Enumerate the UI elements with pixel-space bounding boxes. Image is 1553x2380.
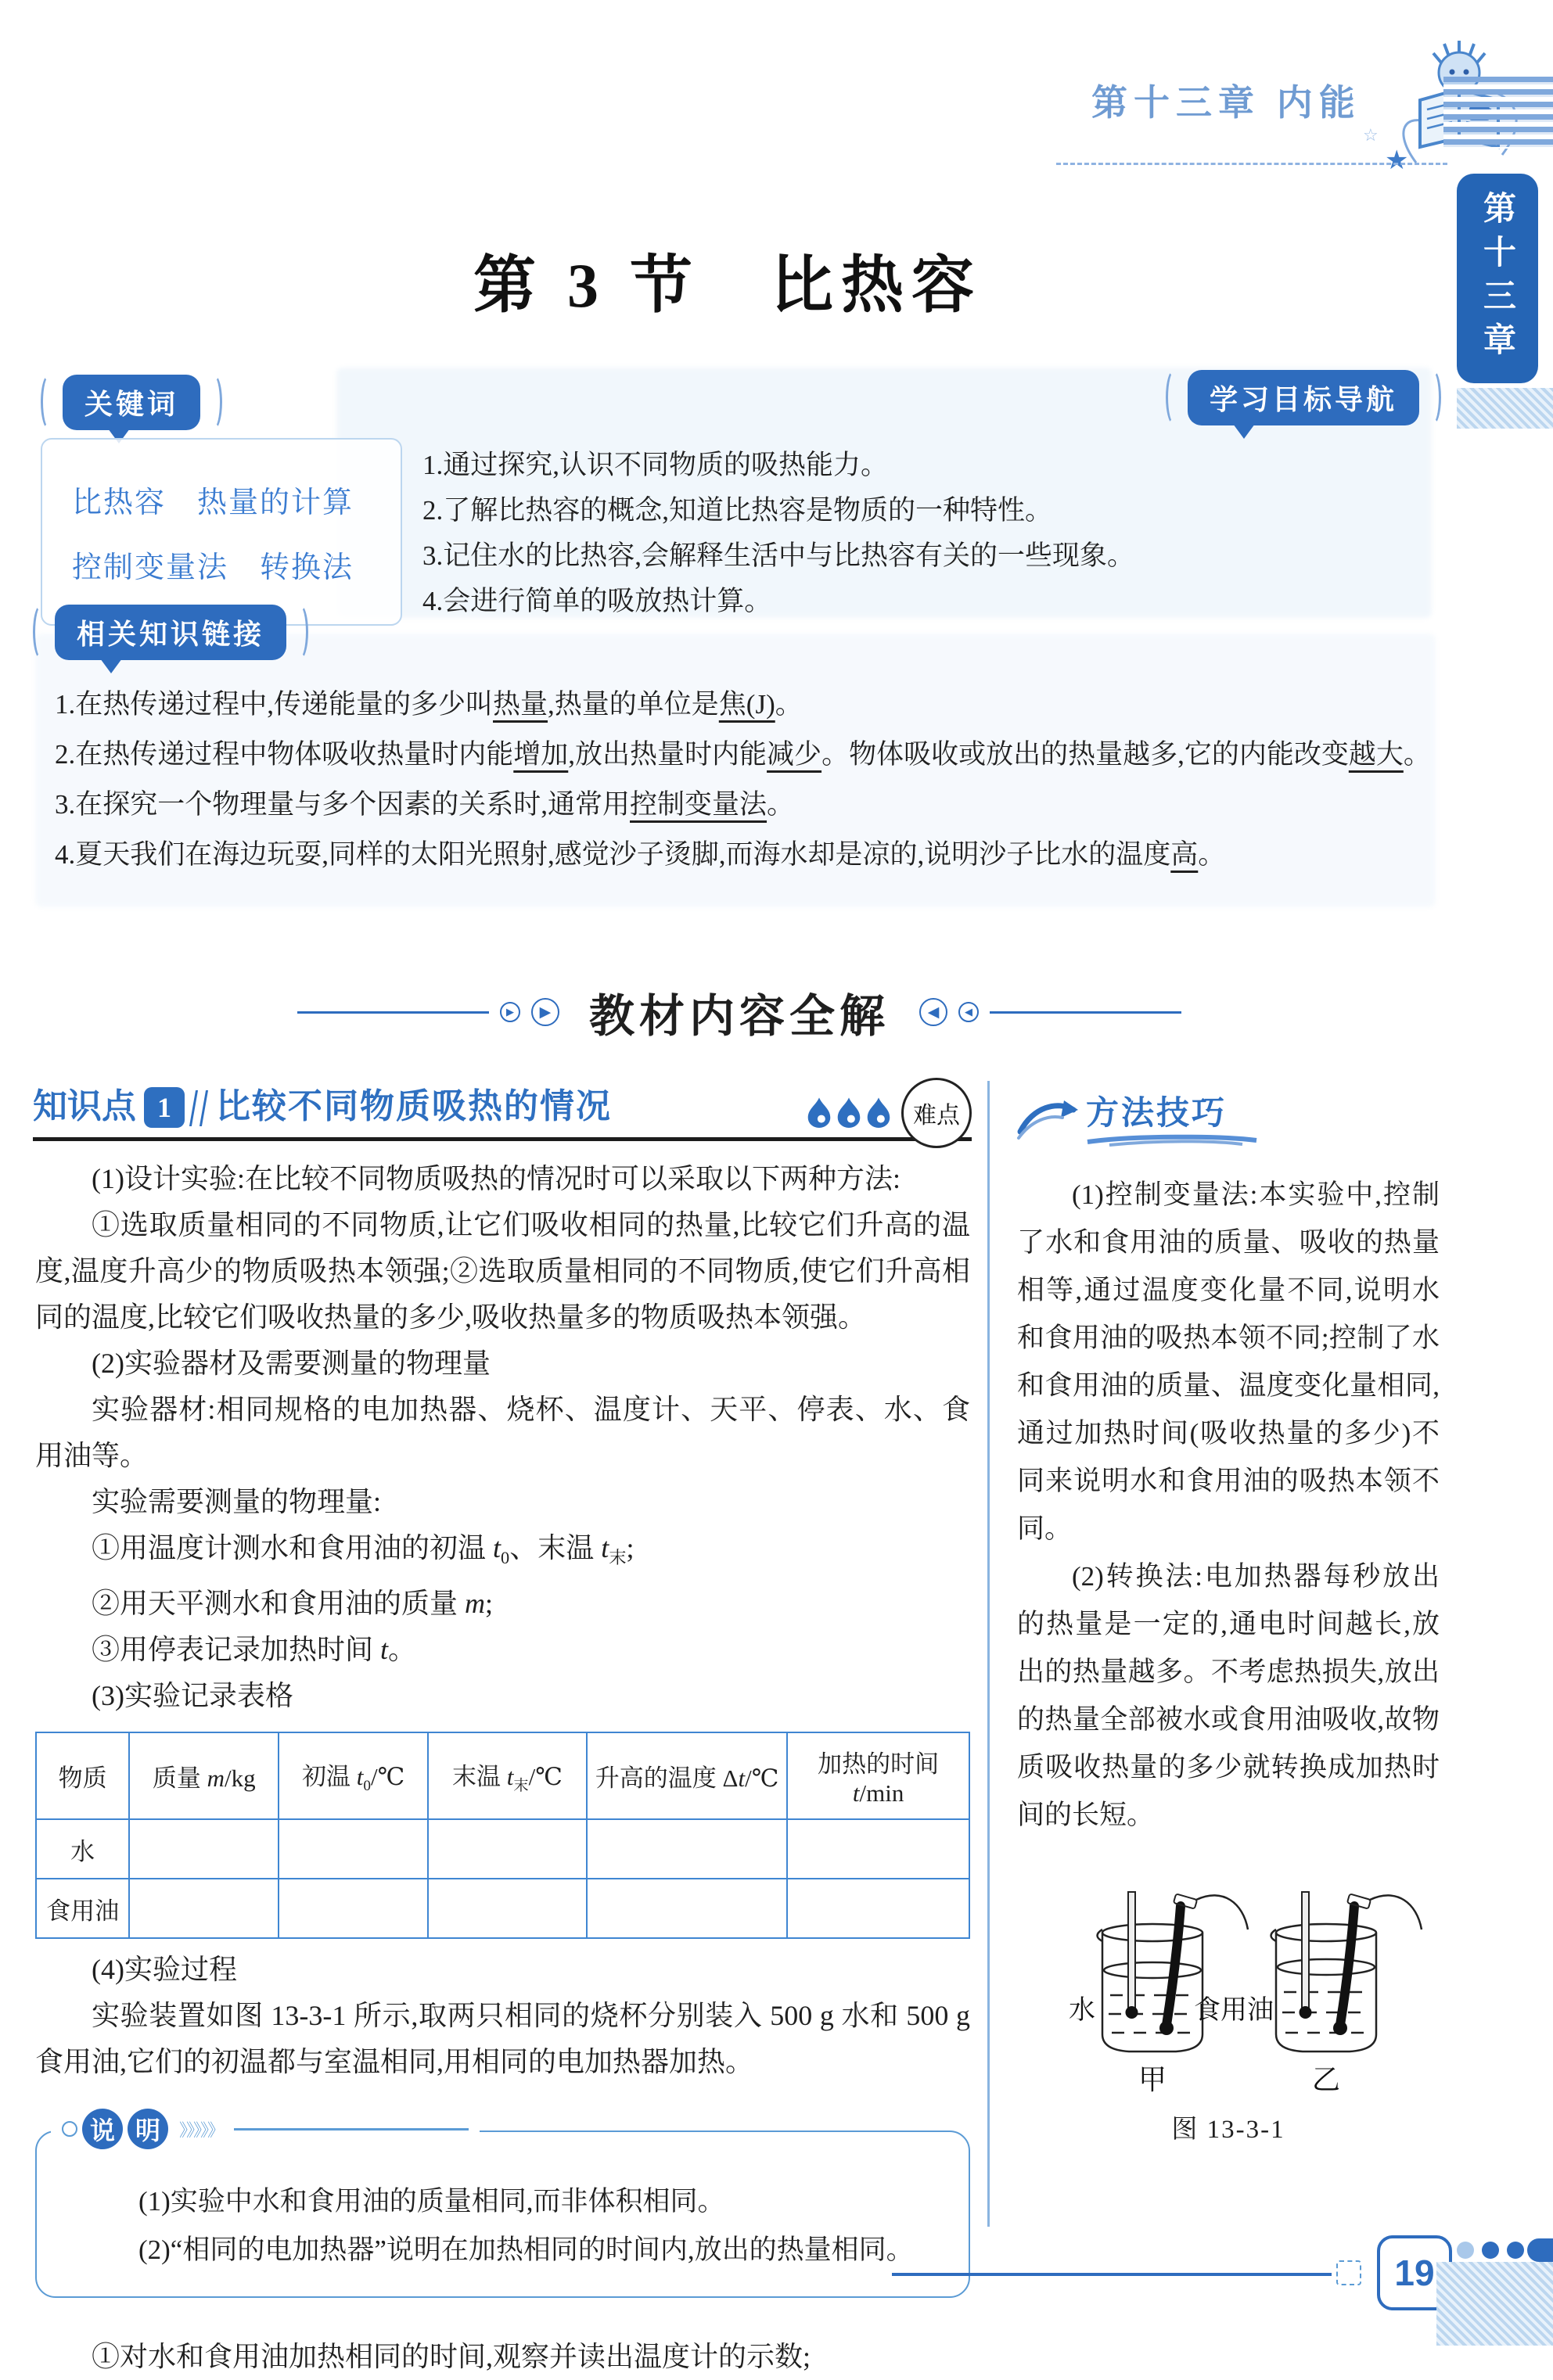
paragraph: 实验器材:相同规格的电加热器、烧杯、温度计、天平、停表、水、食用油等。 <box>35 1394 970 1471</box>
paragraph: 实验需要测量的物理量: <box>92 1486 382 1517</box>
column-header: 物质 <box>36 1732 129 1819</box>
beakers-illustration <box>1017 1886 1440 2105</box>
cell-empty <box>587 1879 787 1938</box>
section-heading-row <box>266 979 1213 1045</box>
keywords-box <box>41 438 402 626</box>
tips-paragraph: (1)控制变量法:本实验中,控制了水和食用油的质量、吸收的热量相等,通过温度变化量不同,说明水和食用油的吸热本领不同;控制了水和食用油的质量、温度变化量相同,通过加热时间(吸收热量的多少)不同来说明水和食用油的吸热本领不同。 <box>1017 1179 1440 1544</box>
arrow-right-icon: ▶ <box>500 1002 520 1022</box>
bracket-left <box>33 604 50 660</box>
paragraph: 实验装置如图 13-3-1 所示,取两只相同的烧杯分别装入 500 g 水和 500 g 食用油,它们的初温都与室温相同,用相同的电加热器加热。 <box>35 2000 970 2078</box>
links-list <box>55 682 1440 882</box>
keyword-line: 比热容 热量的计算 <box>72 486 354 519</box>
paragraph: ①对水和食用油加热相同的时间,观察并读出温度计的示数; <box>92 2341 811 2373</box>
star-icon: ★ <box>1385 146 1409 175</box>
flame-icon <box>807 1097 831 1128</box>
difficulty-flames <box>807 1097 890 1128</box>
side-tab-hatch <box>1457 388 1553 429</box>
bracket-left <box>41 374 58 430</box>
cell-empty <box>787 1819 969 1879</box>
method-tips-icon <box>1017 1097 1078 1141</box>
kp-title: 比较不同物质吸热的情况 <box>216 1087 612 1125</box>
column-divider <box>987 1081 990 2227</box>
paragraph: ①用温度计测水和食用油的初温 $t_0$、末温 $t_末$; <box>92 1532 635 1568</box>
paragraph: ③用停表记录加热时间 t。 <box>92 1634 417 1666</box>
note-label-char: 明 <box>128 2109 168 2149</box>
table-header-row <box>36 1732 969 1819</box>
knowledge-point-header <box>33 1078 972 1141</box>
footer-line <box>892 2273 1332 2276</box>
footer-dot <box>1457 2242 1474 2259</box>
note-label <box>51 2109 480 2149</box>
tips-column <box>1017 1087 1440 2145</box>
paragraph: (1)设计实验:在比较不同物质吸热的情况时可以采取以下两种方法: <box>92 1163 901 1194</box>
page-title: 第 3 节 比热容 <box>473 252 982 321</box>
flame-icon <box>867 1097 890 1128</box>
bracket-right <box>205 374 222 430</box>
paragraph: (2)实验器材及需要测量的物理量 <box>92 1348 491 1379</box>
arrow-left-icon: ◀ <box>958 1002 979 1022</box>
link-item: 1.在热传递过程中,传递能量的多少叫热量,热量的单位是焦(J)。 <box>55 689 803 720</box>
footer-bar <box>1527 2238 1553 2262</box>
figure-caption: 图 13-3-1 <box>1171 2116 1285 2144</box>
arrow-right-icon: ▶ <box>531 998 559 1026</box>
keyword-line: 控制变量法 转换法 <box>72 551 354 584</box>
paragraph: ①选取质量相同的不同物质,让它们吸收相同的热量,比较它们升高的温度,温度升高少的物质吸热本领强;②选取质量相同的不同物质,使它们升高相同的温度,比较它们吸收热量的多少,吸收热量多的物质吸热本领强。 <box>35 1209 970 1333</box>
kp-number-badge: 1 <box>144 1087 185 1128</box>
link-item: 4.夏天我们在海边玩耍,同样的太阳光照射,感觉沙子烫脚,而海水却是凉的,说明沙子比水的温度高。 <box>55 839 1226 870</box>
tips-underline-scribble <box>1086 1134 1258 1147</box>
beaker1-label: 甲 <box>1138 2064 1167 2095</box>
note-header-line <box>234 2128 469 2131</box>
objective-item: 3.记住水的比热容,会解释生活中与比热容有关的一些现象。 <box>422 540 1135 571</box>
cell-substance: 食用油 <box>36 1879 129 1938</box>
header-dashed-line <box>1056 163 1447 165</box>
objective-item: 1.通过探究,认识不同物质的吸热能力。 <box>422 450 889 480</box>
bracket-right <box>1424 369 1441 425</box>
cell-empty <box>787 1879 969 1938</box>
cell-empty <box>279 1879 428 1938</box>
paragraph: ②用天平测水和食用油的质量 m; <box>92 1588 494 1620</box>
side-tab-label: 第十三章 <box>1479 191 1516 366</box>
footer-dot <box>1507 2242 1524 2259</box>
footer-dashed-square <box>1336 2260 1361 2285</box>
table-row <box>36 1819 969 1879</box>
experiment-record-table <box>35 1732 970 1939</box>
heading-line-left <box>297 1011 489 1014</box>
header-stripes <box>1443 77 1553 149</box>
kp-divider-bars <box>189 1090 208 1126</box>
cell-empty <box>587 1819 787 1879</box>
side-chapter-tab <box>1457 174 1538 383</box>
objective-item: 2.了解比热容的概念,知道比热容是物质的一种特性。 <box>422 495 1053 526</box>
column-header: 末温 $t_末/℃$ <box>428 1732 587 1819</box>
objective-item: 4.会进行简单的吸放热计算。 <box>422 586 772 616</box>
objectives-header <box>1166 369 1441 425</box>
heading-line-right <box>990 1011 1181 1014</box>
link-item: 2.在热传递过程中物体吸收热量时内能增加,放出热量时内能减少。物体吸收或放出的热量越多,它的内能改变越大。 <box>55 739 1431 770</box>
objectives-list <box>422 443 1440 624</box>
beaker2-label: 乙 <box>1311 2064 1341 2095</box>
water-label: 水 <box>1069 1996 1095 2025</box>
section-heading: 教材内容全解 <box>588 991 890 1042</box>
cell-empty <box>428 1879 587 1938</box>
note-item: (1)实验中水和食用油的质量相同,而非体积相同。 <box>138 2186 725 2217</box>
kp-label: 知识点 <box>33 1087 136 1125</box>
flame-icon <box>837 1097 861 1128</box>
keywords-header <box>41 374 222 430</box>
note-chevrons: 》》》》》 <box>179 2120 224 2140</box>
paragraph: (3)实验记录表格 <box>92 1680 293 1712</box>
bracket-right <box>291 604 308 660</box>
footer-dot <box>1482 2242 1499 2259</box>
cell-empty <box>279 1819 428 1879</box>
tips-paragraph: (2)转换法:电加热器每秒放出的热量是一定的,通电时间越长,放出的热量越多。不考虑热损失,放出的热量全部被水或食用油吸收,故物质吸收热量的多少就转换成加热时间的长短。 <box>1017 1561 1440 1830</box>
objectives-label: 学习目标导航 <box>1188 370 1419 425</box>
paragraph: (4)实验过程 <box>92 1954 237 1986</box>
links-header <box>33 604 308 660</box>
tips-title: 方法技巧 <box>1086 1094 1228 1131</box>
note-label-char: 说 <box>82 2109 123 2149</box>
footer-hatch <box>1436 2262 1553 2346</box>
table-row <box>36 1879 969 1938</box>
column-header: 质量 m/kg <box>129 1732 279 1819</box>
page-number: 19 <box>1394 2253 1435 2293</box>
chapter-header: 第十三章 内能 <box>1091 82 1361 123</box>
note-box <box>35 2116 970 2298</box>
figure-13-3-1 <box>1017 1886 1440 2145</box>
left-column <box>35 1156 970 2380</box>
cell-substance: 水 <box>36 1819 129 1879</box>
note-dot-icon <box>62 2121 77 2137</box>
cell-empty <box>428 1819 587 1879</box>
column-header: 加热的时间 t/min <box>787 1732 969 1819</box>
bracket-left <box>1166 369 1183 425</box>
keywords-label: 关键词 <box>63 375 200 430</box>
cell-empty <box>129 1879 279 1938</box>
note-item: (2)“相同的电加热器”说明在加热相同的时间内,放出的热量相同。 <box>138 2235 914 2266</box>
oil-label: 食用油 <box>1194 1996 1274 2025</box>
column-header: 升高的温度 Δt/℃ <box>587 1732 787 1819</box>
link-item: 3.在探究一个物理量与多个因素的关系时,通常用控制变量法。 <box>55 789 795 820</box>
cell-empty <box>129 1819 279 1879</box>
arrow-left-icon: ◀ <box>919 998 947 1026</box>
tips-header <box>1017 1087 1440 1151</box>
star-outline-icon: ☆ <box>1363 125 1379 145</box>
column-header: 初温 $t_0/℃$ <box>279 1732 428 1819</box>
difficulty-badge: 难点 <box>901 1078 972 1148</box>
links-label: 相关知识链接 <box>55 605 286 660</box>
